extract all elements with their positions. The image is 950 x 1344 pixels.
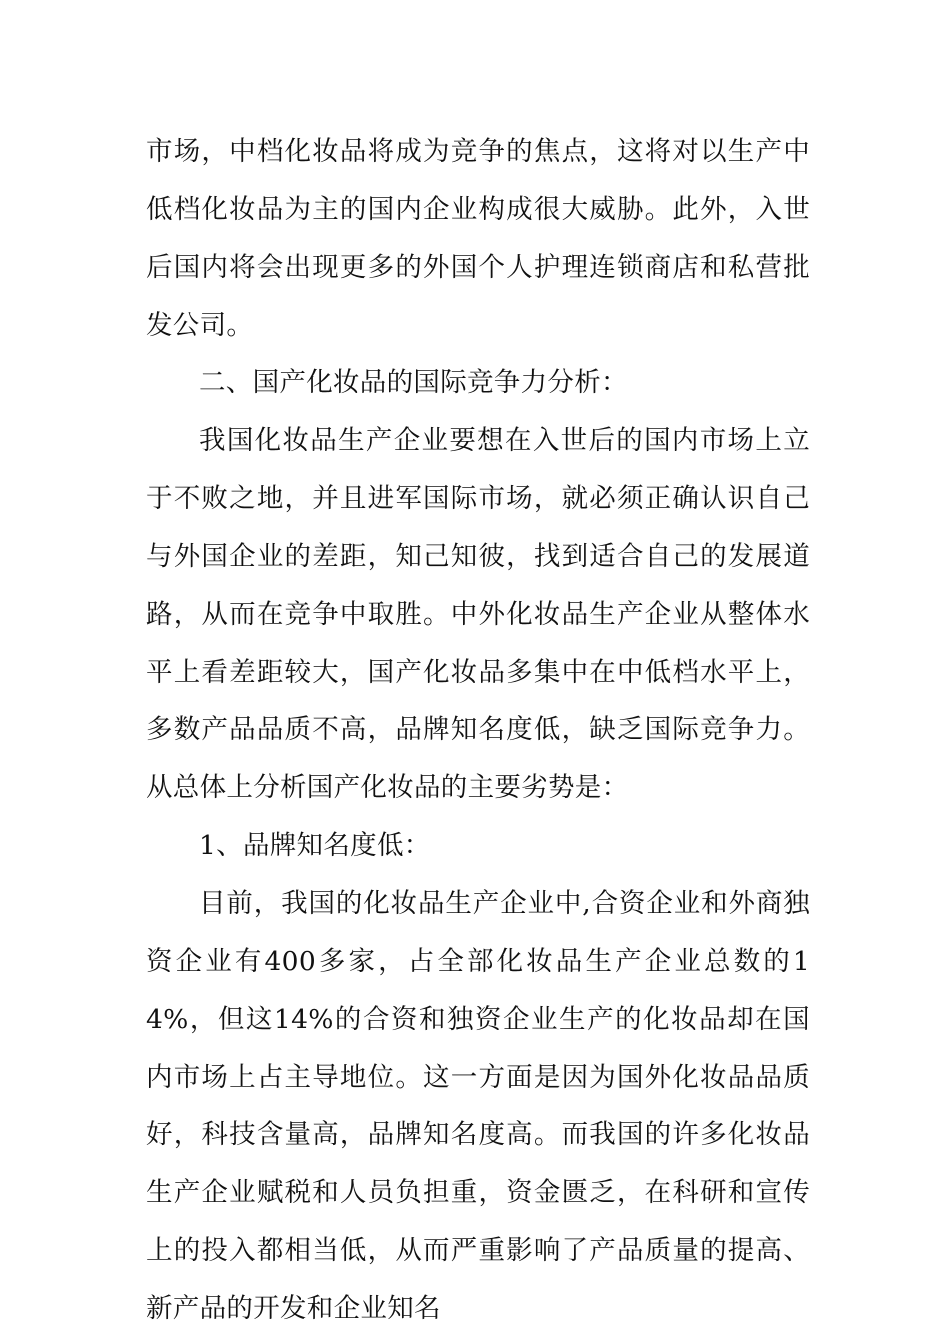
paragraph-competitiveness-analysis: 我国化妆品生产企业要想在入世后的国内市场上立于不败之地，并且进军国际市场，就必须正确认识自己与外国企业的差距，知己知彼，找到适合自己的发展道路，从而在竞争中取胜。中外化妆品生产企业从整体水平上看差距较大，国产化妆品多集中在中低档水平上，多数产品品质不高，品牌知名度低，缺乏国际竞争力。从总体上分析国产化妆品的主要劣势是： <box>146 425 810 804</box>
subsection-heading-brand: 1、品牌知名度低： <box>199 830 431 862</box>
document-body <box>146 123 810 1338</box>
section-heading-competitiveness: 二、国产化妆品的国际竞争力分析： <box>199 367 628 399</box>
paragraph-continuation: 市场，中档化妆品将成为竞争的焦点，这将对以生产中低档化妆品为主的国内企业构成很大威胁。此外，入世后国内将会出现更多的外国个人护理连锁商店和私营批发公司。 <box>146 136 810 341</box>
paragraph-brand-awareness: 目前，我国的化妆品生产企业中,合资企业和外商独资企业有400多家，占全部化妆品生产企业总数的14%，但这14%的合资和独资企业生产的化妆品却在国内市场上占主导地位。这一方面是因为国外化妆品品质好，科技含量高，品牌知名度高。而我国的许多化妆品生产企业赋税和人员负担重，资金匮乏，在科研和宣传上的投入都相当低，从而严重影响了产品质量的提高、新产品的开发和企业知名 <box>146 887 810 1324</box>
